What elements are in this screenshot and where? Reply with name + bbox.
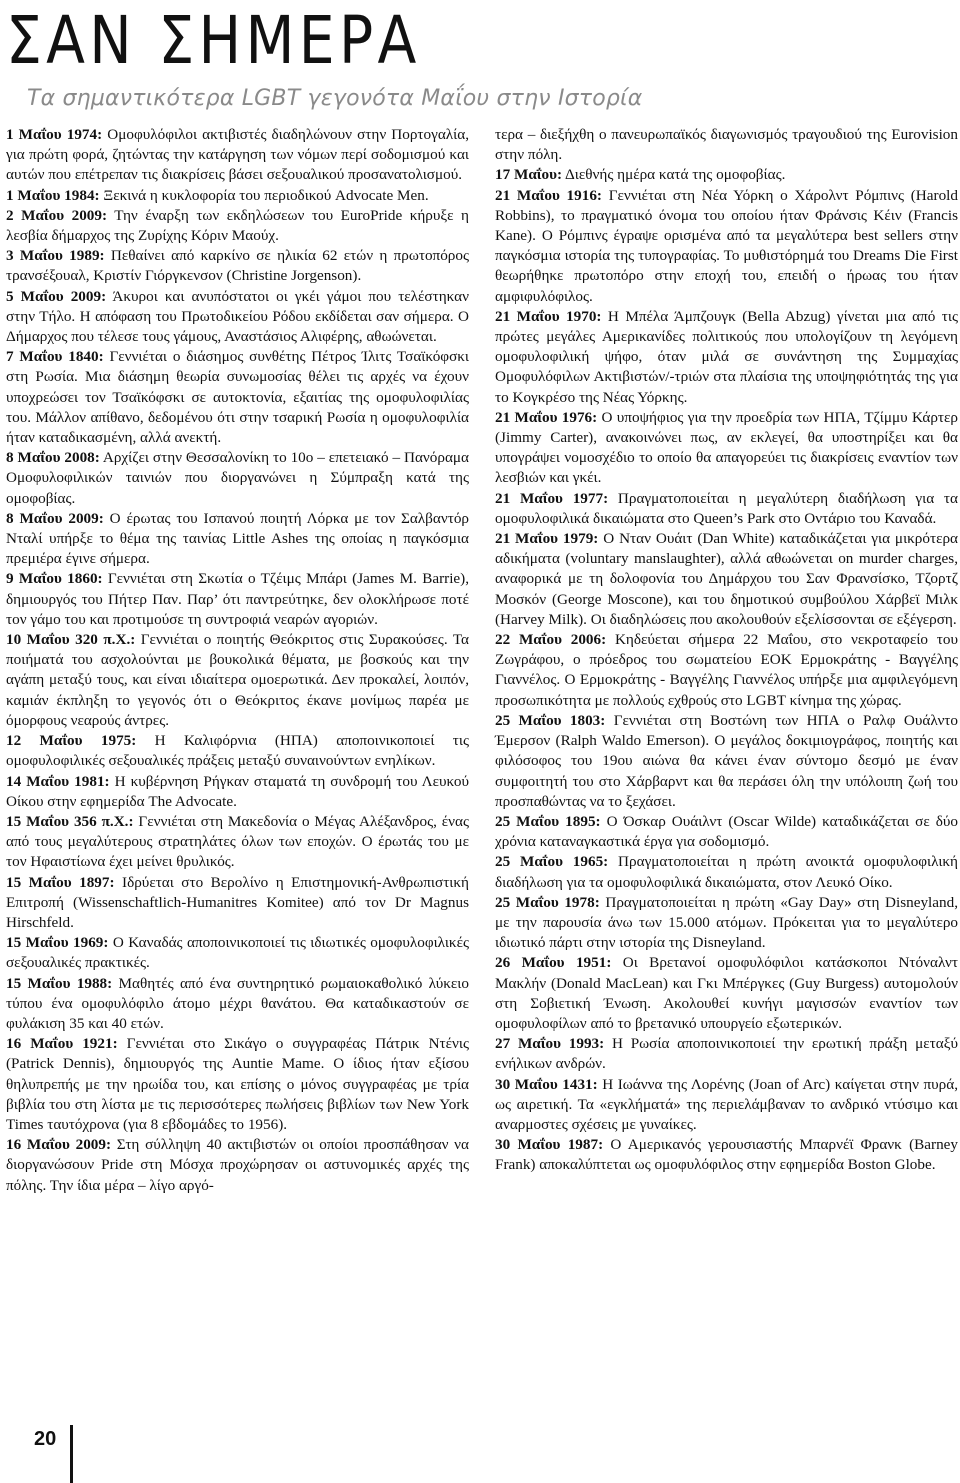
- entry-text: Γεννιέται στη Σκωτία ο Τζέιμς Μπάρι (James M. Barrie), δημιουργός του Πήτερ Παν. Παρ’ ότι παντρεύτηκε, δεν ολοκλήρωσε ποτέ τον γάμο του και προτιμούσε τη συντροφιά νεαρών αγοριών.: [6, 570, 470, 628]
- entry-text: Ο Αμερικανός γερουσιαστής Μπαρνέϊ Φρανκ (Barney Frank) αποκαλύπτεται ως ομοφυλόφιλος στην εφημερίδα Boston Globe.: [495, 1136, 958, 1174]
- timeline-entry: [495, 852, 958, 892]
- timeline-entry: [495, 529, 958, 630]
- entry-text: Η Καλιφόρνια (ΗΠΑ) αποποινικοποιεί τις ομοφυλοφιλικές σεξουαλικές πράξεις μεταξύ συναινούντων ενηλίκων.: [6, 732, 469, 770]
- entry-date: 1 Μαΐου 1984:: [6, 186, 100, 204]
- timeline-entry: [495, 812, 958, 852]
- entry-date: 8 Μαΐου 2009:: [6, 509, 104, 527]
- entry-text: Πεθαίνει από καρκίνο σε ηλικία 62 ετών η πρωτοπόρος τρανσέξουαλ, Κριστίν Γιόργκενσον (Christine Jorgenson).: [6, 247, 469, 285]
- timeline-entry: [6, 933, 469, 973]
- entry-date: 5 Μαΐου 2009:: [6, 287, 107, 305]
- entry-date: 16 Μαΐου 2009:: [6, 1136, 112, 1154]
- timeline-entry: [6, 873, 469, 934]
- entry-text: Ο Όσκαρ Ουάιλντ (Oscar Wilde) καταδικάζεται σε δύο χρόνια καταναγκαστικά έργα για σοδομισμό.: [495, 812, 958, 851]
- timeline-entry: [6, 569, 469, 630]
- entry-date: 2 Μαΐου 2009:: [6, 206, 108, 224]
- timeline-entry: [495, 489, 958, 529]
- timeline-entry: [495, 125, 958, 165]
- entry-text: Άκυροι και ανυπόστατοι οι γκέι γάμοι που τελέστηκαν στην Τήλο. Η απόφαση του Πρωτοδικείου Ρόδου εκδίδεται σαν σήμερα. Ο Δήμαρχος που τέλεσε τους γάμους, Αναστάσιος Αλιφέρης, αθωώνεται.: [6, 287, 469, 346]
- entry-date: 21 Μαΐου 1916:: [495, 186, 602, 204]
- entry-date: 22 Μαΐου 2006:: [495, 631, 607, 649]
- entry-date: 25 Μαΐου 1978:: [495, 893, 600, 911]
- entry-date: 21 Μαΐου 1979:: [495, 530, 599, 548]
- timeline-entry: [495, 1034, 958, 1074]
- timeline-entry: [495, 408, 958, 489]
- timeline-entry: [6, 974, 469, 1035]
- timeline-entry: [6, 347, 469, 448]
- entry-date: 9 Μαΐου 1860:: [6, 570, 103, 588]
- left-column: [6, 125, 469, 1196]
- entry-date: 16 Μαΐου 1921:: [6, 1035, 118, 1053]
- entry-text: Στη σύλληψη 40 ακτιβιστών οι οποίοι προσπάθησαν να διοργανώσουν Pride στη Μόσχα προχώρησαν οι αστυνομικές αρχές της πόλης. Την ίδια μέρα – λίγο αργό-: [6, 1136, 469, 1194]
- entry-date: 14 Μαΐου 1981:: [6, 772, 110, 790]
- right-column: [495, 125, 958, 1176]
- entry-date: 17 Μαΐου:: [495, 166, 563, 184]
- entry-text: Μαθητές από ένα συντηρητικό ρωμαιοκαθολικό λύκειο τύπου ένα ομοφυλόφιλο άτομο μέχρι θανάτου. Θα καταδικαστούν σε φυλάκιση 35 και 40 ετών.: [6, 974, 469, 1032]
- entry-date: 7 Μαΐου 1840:: [6, 348, 104, 366]
- entry-date: 15 Μαΐου 1969:: [6, 934, 109, 952]
- entry-text: Ο Νταν Ουάιτ (Dan White) καταδικάζεται για μικρότερα αδικήματα (voluntary manslaughter), αλλά αθωώνεται on murder charges, αναφορικά με τη δολοφονία του Δημάρχου του Σαν Φρανσίσκο, Τζορτζ Μοσκόν (George Moscone), και του δημοτικού συμβούλου Χάρβεϊ Μιλκ (Harvey Milk). Οι διαδηλώσεις που ακολουθούν εξελίσσονται σε εξέγερση.: [495, 530, 958, 628]
- entry-text: Πραγματοποιείται η πρώτη «Gay Day» στη Disneyland, με την παρουσία άνω των 15.000 ατόμων. Πρόκειται για το μεγαλύτερο ιδιωτικό πάρτι στην ιστορία της Disneyland.: [495, 893, 959, 952]
- entry-text: Η κυβέρνηση Ρήγκαν σταματά τη συνδρομή του Λευκού Οίκου στην εφημερίδα The Advocate.: [6, 772, 469, 810]
- entry-text: Γεννιέται στη Νέα Υόρκη ο Χάρολντ Ρόμπινς (Harold Robbins), το πραγματικό όνομα του οποίου ήταν Φράνσις Κέιν (Francis Kane). Ο Ρόμπινς έγραψε ορισμένα από τα μεγαλύτερα best sellers στην παγκόσμια ιστορία της τυπογραφίας. Το μυθιστόρημά του Dreams Die First θεωρήθηκε πρωτοπόρο στην εποχή του, επειδή ο ήρωας του ήταν αμφιφυλόφιλος.: [495, 186, 958, 305]
- timeline-entry: [495, 307, 958, 408]
- timeline-entry: [6, 812, 469, 873]
- entry-text: Γεννιέται ο ποιητής Θεόκριτος στις Συρακούσες. Τα ποιήματά του ασχολούνται με βουκολικά θέματα, με βοσκούς και την αγάπη μεταξύ τους, και είναι ιδιαίτερα ομοερωτικά. Δεν προκαλεί, λοιπόν, καμιάν έκπληξη το γεγονός ότι ο Θεόκριτος έκανε μονίμως παρέα με όμορφους νεαρούς άντρες.: [6, 631, 470, 729]
- entry-text: Γεννιέται ο διάσημος συνθέτης Πέτρος Ίλιτς Τσαϊκόφσκι στη Ρωσία. Μια διάσημη θεωρία συνωμοσίας θέλει τις αρχές να έχουν υποχρεώσει τον Τσαϊκόφσκι σε αυτοκτονία, εξαιτίας της ομοφυλοφιλίας του. Μάλλον απίθανο, δεδομένου ότι στην τσαρική Ρωσία η ομοφυλοφιλία ήταν καταδικασμένη, αλλά ανεκτή.: [6, 348, 469, 447]
- entry-text: Ο Καναδάς αποποινικοποιεί τις ιδιωτικές ομοφυλοφιλικές σεξουαλικές πρακτικές.: [6, 934, 469, 972]
- entry-date: 25 Μαΐου 1895:: [495, 812, 601, 830]
- timeline-entry: [6, 448, 469, 509]
- entry-text: τερα – διεξήχθη ο πανευρωπαϊκός διαγωνισμός τραγουδιού της Eurovision στην πόλη.: [495, 126, 958, 164]
- entry-date: 21 Μαΐου 1977:: [495, 489, 609, 507]
- entry-date: 27 Μαΐου 1993:: [495, 1035, 605, 1053]
- entry-text: Ο υποψήφιος για την προεδρία των ΗΠΑ, Τζίμμυ Κάρτερ (Jimmy Carter), ανακοινώνει πως, αν εκλεγεί, θα υποστηρίξει και θα υπογράψει νομοσχέδιο το οποίο θα απαγορεύει τις διακρίσεις εναντίον των λεσβιών και γκέι.: [495, 408, 958, 487]
- entry-date: 15 Μαΐου 356 π.Χ.:: [6, 812, 134, 830]
- timeline-entry: [6, 206, 469, 246]
- timeline-entry: [6, 125, 469, 186]
- entry-date: 30 Μαΐου 1987:: [495, 1136, 604, 1154]
- entry-text: Ο έρωτας του Ισπανού ποιητή Λόρκα με τον Σαλβαντόρ Νταλί υπήρξε το θέμα της ταινίας Little Ashes της οποίας η παγκόσμια πρεμιέρα έγινε σήμερα.: [6, 509, 470, 568]
- timeline-entry: [495, 953, 958, 1034]
- entry-date: 1 Μαΐου 1974:: [6, 126, 103, 143]
- timeline-entry: [6, 1135, 469, 1196]
- entry-text: Πραγματοποιείται η μεγαλύτερη διαδήλωση για τα ομοφυλοφιλικά δικαιώματα στο Queen’s Park στο Οντάριο του Καναδά.: [495, 489, 958, 527]
- entry-date: 21 Μαΐου 1970:: [495, 307, 602, 325]
- timeline-entry: [495, 165, 958, 185]
- timeline-entry: [6, 287, 469, 348]
- entry-text: Ιδρύεται στο Βερολίνο η Επιστημονική-Ανθρωπιστική Επιτροπή (Wissenschaftlich-Humanitres Komitee) από τον Dr Magnus Hirschfeld.: [6, 873, 469, 931]
- entry-date: 15 Μαΐου 1897:: [6, 873, 115, 891]
- timeline-entry: [6, 630, 469, 731]
- entry-text: Αρχίζει στην Θεσσαλονίκη το 10ο – επετειακό – Πανόραμα Ομοφυλοφιλικών ταινιών που διοργανώνει η Σύμπραξη κατά της ομοφοβίας.: [6, 449, 469, 507]
- entry-text: Διεθνής ημέρα κατά της ομοφοβίας.: [562, 166, 786, 184]
- entry-text: Η Ιωάννα της Λορένης (Joan of Arc) καίγεται στην πυρά, ως αιρετική. Τα «εγκλήματά» της περιελάμβαναν το ανδρικό ντύσιμο και αναρμοστες σχέσεις με γυναίκες.: [495, 1075, 958, 1133]
- timeline-entry: [495, 186, 958, 307]
- timeline-entry: [6, 186, 469, 206]
- timeline-entry: [495, 1135, 958, 1175]
- entry-date: 12 Μαΐου 1975:: [6, 732, 137, 750]
- entry-date: 26 Μαΐου 1951:: [495, 954, 612, 972]
- timeline-entry: [6, 246, 469, 286]
- timeline-entry: [495, 711, 958, 812]
- entry-text: Οι Βρετανοί ομοφυλόφιλοι κατάσκοποι Ντόναλντ Μακλήν (Donald MacLean) και Γκι Μπέργκες (Guy Burgess) αυτομολούν στη Σοβιετική Ένωση. Ακολουθεί κυνήγι μαγισσών εναντίον των ομοφυλοφίλων από το βρετανικό υπουργείο εξωτερικών.: [495, 954, 958, 1032]
- entry-text: Η Ρωσία αποποινικοποιεί την ερωτική πράξη μεταξύ ενήλικων ανδρών.: [495, 1035, 958, 1073]
- entry-date: 3 Μαΐου 1989:: [6, 247, 105, 265]
- entry-date: 8 Μαΐου 2008:: [6, 449, 100, 467]
- entry-text: Την έναρξη των εκδηλώσεων του EuroPride κήρυξε η λεσβία δήμαρχος της Ζυρίχης Κόριν Μαούχ.: [6, 206, 469, 245]
- entry-date: 25 Μαΐου 1965:: [495, 853, 609, 871]
- entry-text: Γεννιέται στο Σικάγο ο συγγραφέας Πάτρικ Ντένις (Patrick Dennis), δημιουργός της Auntie Mame. Ο ίδιος ήταν εξίσου θηλυπρεπής με την ηρωίδα του, και επίσης ο μόνος συγγραφέας με τρία βιβλία του στη λίστα με τις περισσότερες πωλήσεις βιβλίων των New York Times ταυτόχρονα (για 8 εβδομάδες το 1956).: [6, 1035, 469, 1133]
- timeline-entry: [495, 1075, 958, 1136]
- timeline-entry: [6, 731, 469, 771]
- entry-date: 30 Μαΐου 1431:: [495, 1075, 598, 1093]
- entry-text: Γεννιέται στη Μακεδονία ο Μέγας Αλέξανδρος, ένας από τους μεγαλύτερους στρατηλάτες όλων των εποχών. Ο έρωτάς του με τον Ηφαιστίωνα έχει μείνει θρυλικός.: [6, 812, 469, 871]
- timeline-entry: [495, 893, 958, 954]
- timeline-entry: [6, 1034, 469, 1135]
- entry-text: Κηδεύεται σήμερα 22 Μαΐου, στο νεκροταφείο του Ζωγράφου, ο πρόεδρος του σωματείου ΕΟΚ Ερμοκράτης - Βαγγέλης Γιαννέλος. Ο Ερμοκράτης - Βαγγέλης Γιαννέλος υπήρξε μια αμφιλεγόμενη προσωπικότητα με πολλούς εχθρούς στο LGBT κίνημα της χώρας.: [495, 631, 959, 709]
- timeline-entry: [6, 772, 469, 812]
- timeline-entry: [6, 509, 469, 570]
- entry-text: Η Μπέλα Άμπζουγκ (Bella Abzug) γίνεται μια από τις πρώτες μεγάλες Αμερικανίδες πολιτικούς που υπολογίζουν τη λεγόμενη ομοφυλοφιλική ψήφο, όταν μιλά σε συνάντηση της Συμμαχίας Ομοφυλόφιλων Ακτιβιστών/-τριών στα πλαίσια της υποψηφιότητάς της για το Κογκρέσο της Νέας Υόρκης.: [495, 307, 958, 406]
- entry-text: Γεννιέται στη Βοστώνη των ΗΠΑ ο Ραλφ Ουάλντο Έμερσον (Ralph Waldo Emerson). Ο μεγάλος δοκιμιογράφος, ποιητής και φιλόσοφος του 19ου αιώνα θα κάνει έναν σύντομο δεσμό με έναν συμφοιτητή του στο Χάρβαρντ και θα περάσει όλη την υπόλοιπη ζωή του προσπαθώντας να το ξεχάσει.: [495, 711, 959, 810]
- entry-text: Ξεκινά η κυκλοφορία του περιοδικού Advocate Men.: [99, 186, 429, 204]
- timeline-entry: [495, 630, 958, 711]
- entry-text: Ομοφυλόφιλοι ακτιβιστές διαδηλώνουν στην Πορτογαλία, για πρώτη φορά, ζητώντας την κατάργηση των νόμων περί σοδομισμού και αυτών που επέτρεπαν τις διακρίσεις βάσει σεξουαλικού προσανατολισμού.: [6, 126, 469, 184]
- entry-date: 25 Μαΐου 1803:: [495, 711, 606, 729]
- page-subtitle: Τα σημαντικότερα LGBT γεγονότα Μαΐου στην Ιστορία: [27, 86, 643, 111]
- page-title: ΣΑΝ ΣΗΜΕΡΑ: [6, 2, 421, 79]
- entry-date: 15 Μαΐου 1988:: [6, 974, 113, 992]
- page-number: 20: [34, 1428, 57, 1450]
- entry-text: Πραγματοποιείται η πρώτη ανοικτά ομοφυλοφιλική διαδήλωση για τα ομοφυλοφιλικά δικαιώματα, στον Λευκό Οίκο.: [495, 853, 959, 891]
- entry-date: 21 Μαΐου 1976:: [495, 408, 598, 426]
- page-number-divider: [70, 1425, 73, 1483]
- entry-date: 10 Μαΐου 320 π.Χ.:: [6, 631, 136, 649]
